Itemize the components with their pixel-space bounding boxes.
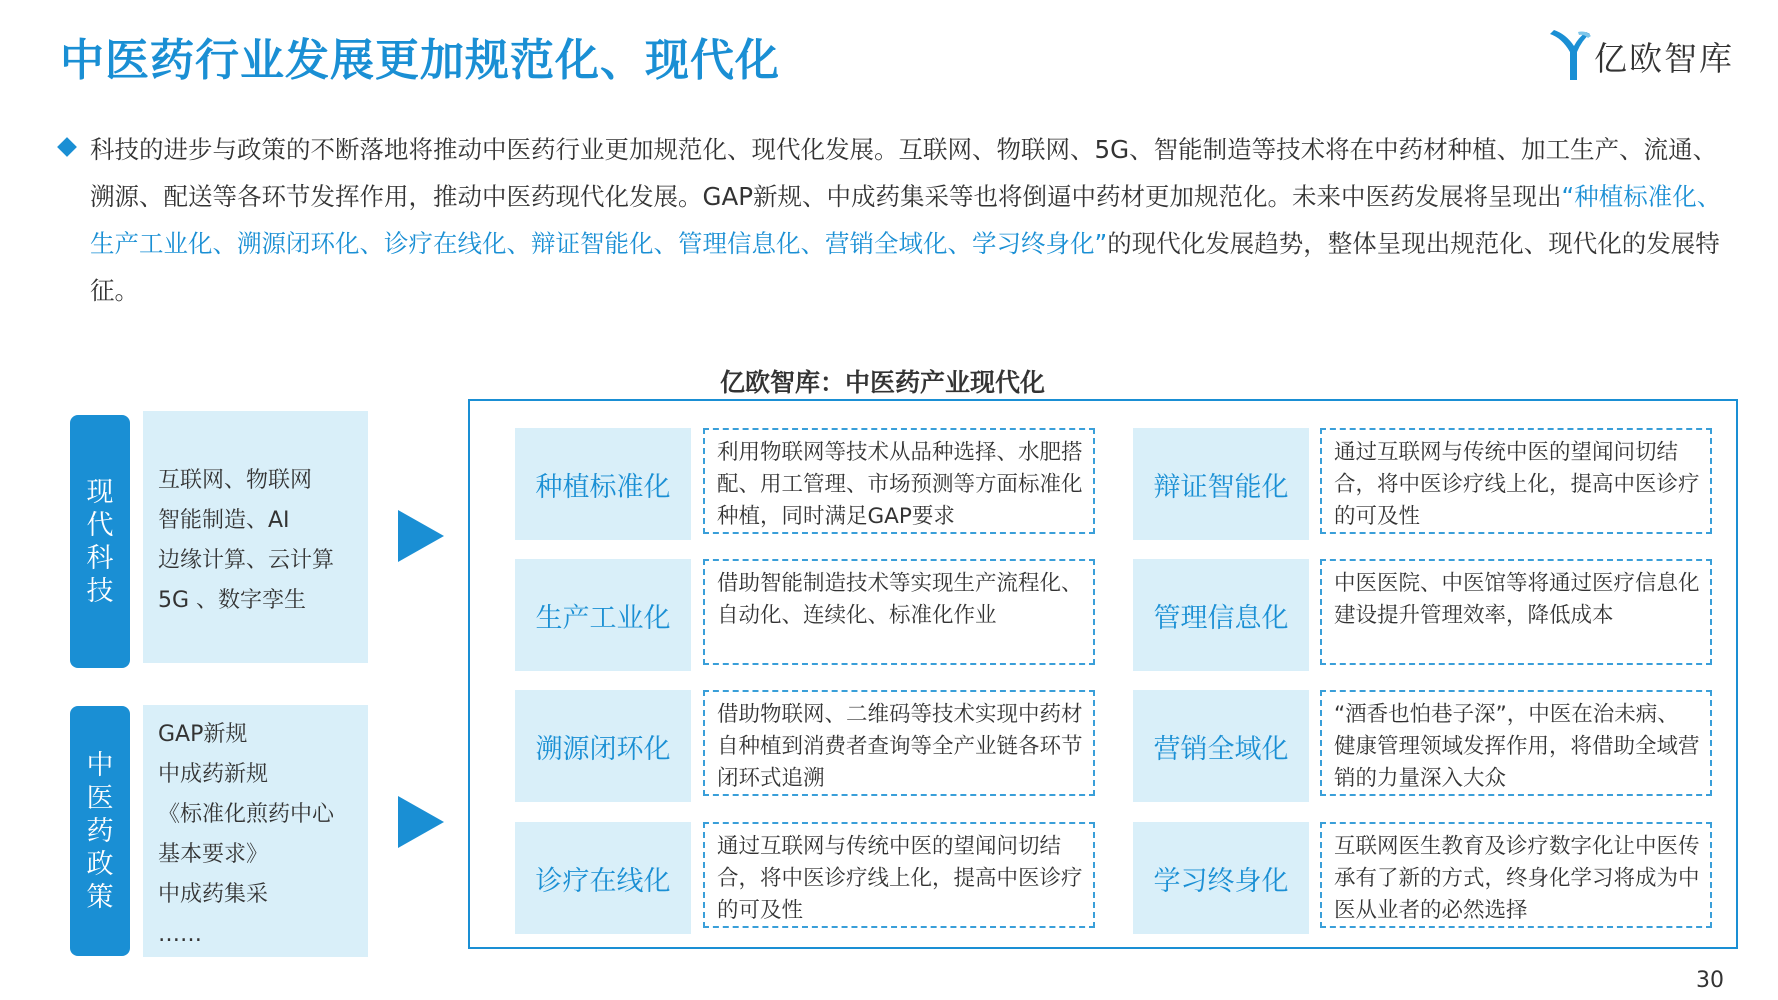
category-description: 通过互联网与传统中医的望闻问切结合，将中医诊疗线上化，提高中医诊疗的可及性 bbox=[703, 822, 1095, 928]
tech-item: 5G 、数字孪生 bbox=[158, 588, 307, 613]
tech-item: 智能制造、AI bbox=[158, 508, 290, 533]
category-label: 营销全域化 bbox=[1133, 690, 1309, 802]
tech-item: 边缘计算、云计算 bbox=[158, 548, 335, 573]
policy-label-char: 策 bbox=[86, 881, 114, 913]
yiou-logo-icon bbox=[1548, 30, 1592, 82]
category-description: 借助智能制造技术等实现生产流程化、自动化、连续化、标准化作业 bbox=[703, 559, 1095, 665]
diamond-bullet-icon bbox=[57, 137, 77, 157]
policy-item: 《标准化煎药中心 bbox=[158, 802, 335, 827]
category-description: 借助物联网、二维码等技术实现中药材自种植到消费者查询等全产业链各环节闭环式追溯 bbox=[703, 690, 1095, 796]
policy-label-char: 政 bbox=[86, 848, 114, 880]
policy-label-char: 药 bbox=[86, 815, 114, 847]
category-label: 管理信息化 bbox=[1133, 559, 1309, 671]
category-description: 互联网医生教育及诊疗数字化让中医传承有了新的方式，终身化学习将成为中医从业者的必然选择 bbox=[1320, 822, 1712, 928]
page-title: 中医药行业发展更加规范化、现代化 bbox=[60, 35, 780, 86]
tech-items-box bbox=[143, 411, 368, 663]
tech-item: 互联网、物联网 bbox=[158, 468, 313, 493]
policy-label-char: 医 bbox=[86, 782, 114, 814]
logo-text: 亿欧智库 bbox=[1594, 38, 1734, 78]
tech-label bbox=[70, 415, 130, 668]
category-description: 中医医院、中医馆等将通过医疗信息化建设提升管理效率，降低成本 bbox=[1320, 559, 1712, 665]
tech-label-char: 技 bbox=[86, 575, 114, 607]
page-number: 30 bbox=[1696, 968, 1724, 993]
category-description: 通过互联网与传统中医的望闻问切结合，将中医诊疗线上化，提高中医诊疗的可及性 bbox=[1320, 428, 1712, 534]
category-label: 学习终身化 bbox=[1133, 822, 1309, 934]
category-description: “酒香也怕巷子深”，中医在治未病、健康管理领域发挥作用，将借助全域营销的力量深入大众 bbox=[1320, 690, 1712, 796]
brand-logo bbox=[1548, 28, 1734, 84]
policy-item: 基本要求》 bbox=[158, 842, 269, 867]
arrow-right-icon bbox=[398, 510, 444, 562]
intro-text-part2: 的现代化发展趋势，整体呈现出规范化、现代化的发展特征。 bbox=[90, 229, 1720, 305]
policy-item: GAP新规 bbox=[158, 722, 248, 747]
category-label: 生产工业化 bbox=[515, 559, 691, 671]
diagram-title: 亿欧智库：中医药产业现代化 bbox=[720, 368, 1046, 397]
category-description: 利用物联网等技术从品种选择、水肥搭配、用工管理、市场预测等方面标准化种植，同时满足GAP要求 bbox=[703, 428, 1095, 534]
policy-item: 中成药集采 bbox=[158, 882, 269, 907]
arrow-right-icon bbox=[398, 796, 444, 848]
policy-item: …… bbox=[158, 922, 202, 947]
category-label: 辩证智能化 bbox=[1133, 428, 1309, 540]
policy-label bbox=[70, 706, 130, 956]
tech-label-char: 代 bbox=[86, 509, 114, 541]
tech-label-char: 科 bbox=[86, 542, 114, 574]
category-label: 诊疗在线化 bbox=[515, 822, 691, 934]
intro-paragraph bbox=[60, 126, 1730, 314]
tech-label-char: 现 bbox=[86, 476, 114, 508]
category-label: 溯源闭环化 bbox=[515, 690, 691, 802]
intro-text-part1: 科技的进步与政策的不断落地将推动中医药行业更加规范化、现代化发展。互联网、物联网、5G、智能制造等技术将在中药材种植、加工生产、流通、溯源、配送等各环节发挥作用，推动中医药现代化发展。GAP新规、中成药集采等也将倒逼中药材更加规范化。未来中医药发展将呈现出 bbox=[90, 135, 1718, 211]
policy-item: 中成药新规 bbox=[158, 762, 269, 787]
policy-label-char: 中 bbox=[86, 749, 114, 781]
intro-highlight: “种植标准化、生产工业化、溯源闭环化、诊疗在线化、辩证智能化、管理信息化、营销全域化、学习终身化” bbox=[90, 182, 1722, 258]
policy-items-box bbox=[143, 705, 368, 957]
category-label: 种植标准化 bbox=[515, 428, 691, 540]
